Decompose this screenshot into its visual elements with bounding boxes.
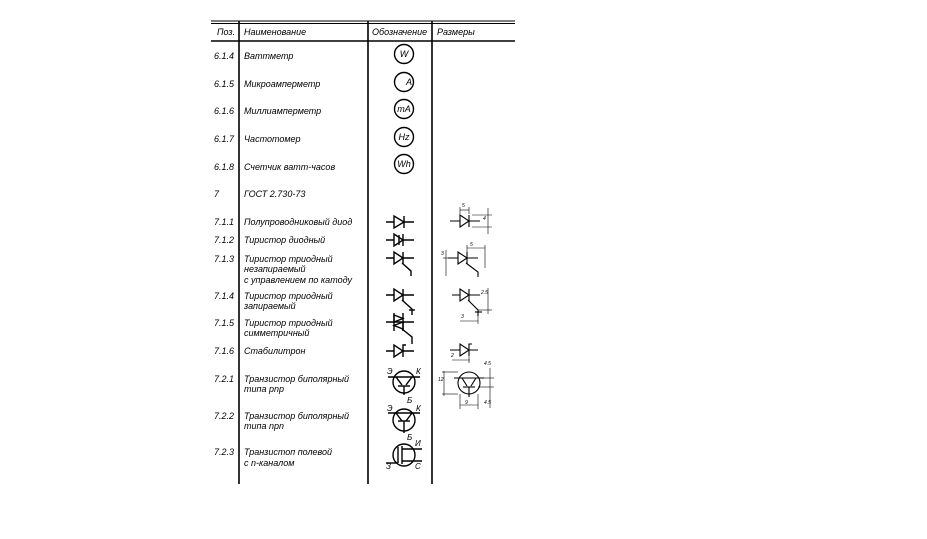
- row-pos: 7.2.3: [213, 447, 234, 457]
- pnp-base-label: Б: [407, 396, 413, 405]
- npn-emitter-label: Э: [387, 404, 393, 413]
- dimension-label: 2: [451, 353, 454, 359]
- diode-symbol: [384, 212, 416, 232]
- row-pos: 7.1.4: [213, 291, 234, 301]
- dimension-label: 9: [465, 400, 468, 406]
- row-pos: 7.1.1: [213, 217, 234, 227]
- microammeter-label: A: [405, 77, 412, 87]
- npn-collector-label: К: [416, 404, 421, 413]
- dimension-label: 4.5: [484, 400, 491, 406]
- row-pos: 7.1.5: [213, 318, 234, 328]
- row-pos: 7.2.2: [213, 411, 234, 421]
- row-name: Ваттметр: [244, 51, 294, 61]
- row-name: симметричный: [244, 328, 310, 338]
- dimension-label: 3: [461, 314, 464, 320]
- fet-source-label: И: [415, 439, 421, 448]
- dimension-label: 4: [483, 216, 486, 222]
- row-name: Транзистор биполярный: [244, 411, 350, 421]
- zener-diode-symbol: [384, 341, 416, 361]
- dimension-label: 3: [441, 251, 444, 257]
- row-name: Тиристор триодный: [244, 254, 333, 264]
- frequency-meter-label: Hz: [398, 132, 410, 142]
- milliammeter-label: mA: [397, 104, 411, 114]
- row-pos: 7.1.6: [213, 346, 234, 356]
- row-pos: 7: [214, 189, 220, 199]
- npn-base-label: Б: [407, 433, 413, 442]
- dimension-label: 2.5: [481, 290, 488, 296]
- fet-drain-label: С: [415, 462, 421, 471]
- dimension-label: 5: [470, 242, 473, 248]
- row-pos: 6.1.6: [213, 106, 234, 116]
- row-name: Тиристор диодный: [244, 235, 326, 245]
- header-symbol: Обозначение: [372, 27, 428, 37]
- row-name: типа pnp: [244, 384, 284, 394]
- header-size: Размеры: [437, 27, 475, 37]
- thyristor-dimension-drawing: [440, 242, 492, 278]
- row-pos: 6.1.7: [213, 134, 234, 144]
- pnp-emitter-label: Э: [387, 367, 393, 376]
- row-name: с n-каналом: [244, 458, 295, 468]
- row-pos: 6.1.5: [213, 79, 234, 89]
- row-pos: 7.1.3: [213, 254, 234, 264]
- row-name: с управлением по катоду: [244, 275, 352, 285]
- row-name: Стабилитрон: [244, 346, 306, 356]
- diode-thyristor-symbol: [384, 231, 416, 249]
- zener-dimension-drawing: [448, 340, 488, 364]
- row-pos: 6.1.4: [213, 51, 234, 61]
- row-pos: 6.1.8: [213, 162, 234, 172]
- row-name: Частотомер: [244, 134, 301, 144]
- row-name: Транзистоп полевой: [244, 447, 333, 457]
- gto-dimension-drawing: [450, 284, 496, 326]
- header-name: Наименование: [244, 27, 307, 37]
- row-name: Транзистор биполярный: [244, 374, 350, 384]
- row-name: Миллиамперметр: [244, 106, 322, 116]
- row-name: незапираемый: [244, 264, 306, 274]
- row-name: Микроамперметр: [244, 79, 321, 89]
- row-name: Тиристор триодный: [244, 291, 333, 301]
- dimension-label: 12: [438, 377, 444, 383]
- row-pos: 7.1.2: [213, 235, 234, 245]
- dimension-label: 5: [462, 203, 465, 209]
- wattmeter-label: W: [399, 49, 409, 59]
- row-name: ГОСТ 2.730-73: [244, 189, 306, 199]
- watt-hour-meter-label: Wh: [397, 159, 411, 169]
- row-pos: 7.2.1: [213, 374, 234, 384]
- row-name: Тиристор триодный: [244, 318, 333, 328]
- pnp-collector-label: К: [416, 367, 421, 376]
- row-name: типа npn: [244, 421, 284, 431]
- row-name: запираемый: [244, 301, 296, 311]
- fet-gate-label: З: [386, 462, 391, 471]
- header-pos: Поз.: [217, 27, 236, 37]
- row-name: Полупроводниковый диод: [244, 217, 353, 227]
- diode-dimension-drawing: [448, 204, 496, 236]
- triode-thyristor-symbol: [384, 249, 418, 277]
- dimension-label: 4.5: [484, 361, 491, 367]
- row-name: Счетчик ватт-часов: [244, 162, 336, 172]
